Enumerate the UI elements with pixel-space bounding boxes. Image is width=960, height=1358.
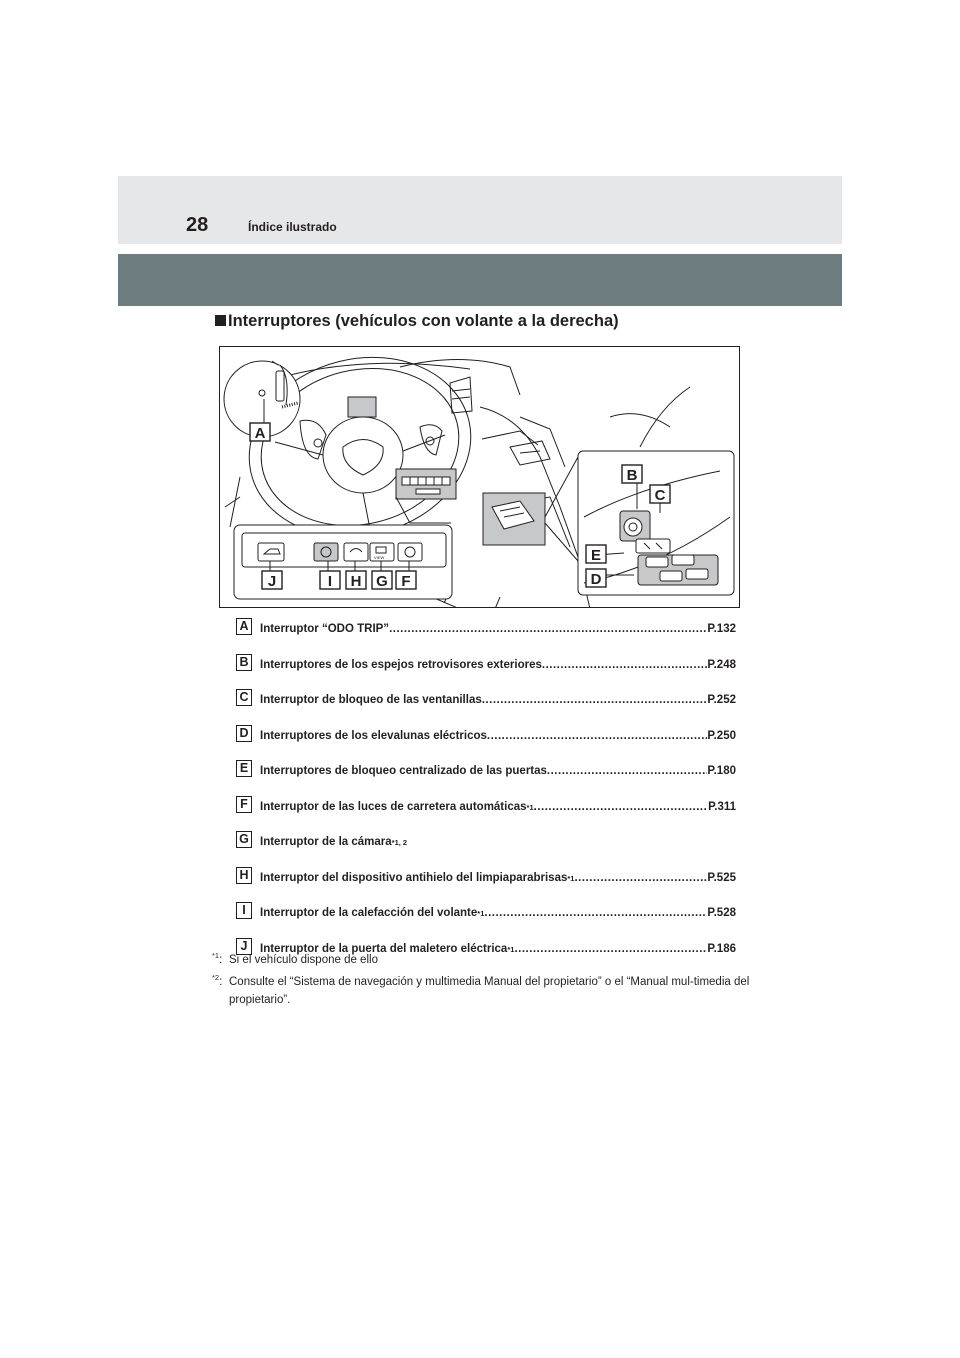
item-page-link[interactable]: P.248 — [707, 658, 736, 671]
footnote-mark: *2 — [212, 972, 220, 982]
svg-text:D: D — [590, 571, 602, 588]
item-page-link[interactable]: P.528 — [707, 907, 736, 919]
list-item: J Interruptor de la puerta del maletero eléctrica *1 ..... P.186 — [236, 938, 736, 974]
item-label: Interruptor del dispositivo antihielo del limpiaparabrisas — [260, 871, 568, 884]
callout-g — [372, 571, 392, 590]
item-label: Interruptor de la calefacción del volante — [260, 907, 478, 919]
footnote-mark: *1 — [212, 951, 220, 960]
item-letter-badge: C — [236, 689, 252, 706]
item-label: Interruptores de los espejos retrovisores exteriores — [260, 658, 542, 671]
item-letter-badge: G — [236, 831, 252, 848]
center-switch-panel — [396, 469, 456, 499]
list-item: G Interruptor de la cámara *1, 2 — [236, 831, 736, 867]
header-bar — [118, 176, 842, 244]
dashboard-illustration — [219, 346, 740, 608]
list-item — [236, 760, 736, 796]
section-heading — [215, 312, 619, 331]
svg-text:B: B — [626, 467, 638, 484]
callout-h — [346, 571, 366, 590]
item-page-link[interactable]: P.180 — [707, 765, 736, 777]
list-item — [236, 654, 736, 690]
section-band — [118, 254, 842, 306]
callout-j — [262, 571, 282, 590]
item-label: Interruptor de la puerta del maletero eléctrica — [260, 942, 508, 955]
item-letter-badge: D — [236, 725, 252, 742]
item-label: Interruptores de bloqueo centralizado de las puertas — [260, 765, 547, 777]
svg-text:J: J — [267, 573, 277, 590]
footnote-text: Si el vehículo dispone de ello — [229, 954, 378, 966]
callout-e — [586, 545, 606, 564]
item-page-link[interactable]: P.311 — [708, 800, 736, 813]
item-label: Interruptor de las luces de carretera automáticas — [260, 800, 527, 813]
list-item — [236, 618, 736, 654]
item-letter-badge: H — [236, 867, 252, 884]
svg-text:G: G — [376, 573, 388, 590]
item-label: Interruptor de la cámara — [260, 836, 392, 848]
callout-f — [396, 571, 416, 590]
header-title: Índice ilustrado — [248, 220, 337, 234]
item-page-link[interactable]: P.525 — [707, 871, 736, 884]
view-label: VIEW — [374, 555, 385, 560]
item-page-link[interactable]: P.252 — [707, 694, 736, 706]
section-heading-text: Interruptores (vehículos con volante a la derecha) — [228, 312, 619, 330]
svg-text:E: E — [590, 547, 602, 564]
list-item: I Interruptor de la calefacción del volante *1 ..... P.528 — [236, 902, 736, 938]
item-letter-badge: J — [236, 938, 252, 955]
item-page-link[interactable]: P.250 — [707, 729, 736, 742]
item-letter-badge: B — [236, 654, 252, 671]
item-page-link[interactable]: P.186 — [707, 942, 736, 955]
svg-text:A: A — [254, 425, 266, 442]
item-letter-badge: A — [236, 618, 252, 635]
footnote-text: Consulte el “Sistema de navegación y multimedia Manual del propietario” o el “Manual mul-timedia del propietario”. — [229, 975, 750, 1006]
instrument-cluster — [348, 397, 376, 417]
list-item: H Interruptor del dispositivo antihielo del limpiaparabrisas *1 ..... P.525 — [236, 867, 736, 903]
callout-b — [622, 465, 642, 484]
svg-text:I: I — [327, 573, 333, 590]
list-item: F Interruptor de las luces de carretera automáticas *1 ..... P.311 — [236, 796, 736, 832]
footnote: $^{*1}$: Si el vehículo dispone de ello — [212, 951, 378, 966]
svg-text:H: H — [350, 573, 362, 590]
page-number: 28 — [186, 214, 209, 236]
item-letter-badge: E — [236, 760, 252, 777]
callout-c — [650, 485, 670, 504]
svg-text:F: F — [401, 573, 411, 590]
svg-text:C: C — [654, 487, 666, 504]
footnote: $^{*2}$: Consulte el “Sistema de navegación y multimedia Manual del propietario” o el “Manual mul-timedia del propietario”. — [212, 972, 750, 1006]
callout-a — [250, 423, 270, 442]
callout-d — [586, 569, 606, 588]
list-item — [236, 689, 736, 725]
list-item — [236, 725, 736, 761]
item-label: Interruptores de los elevalunas eléctricos — [260, 729, 487, 742]
item-label: Interruptor “ODO TRIP” — [260, 623, 390, 635]
item-letter-badge: F — [236, 796, 252, 813]
square-bullet-icon — [215, 315, 226, 326]
footnotes — [212, 952, 752, 1013]
item-letter-badge: I — [236, 902, 252, 919]
switch-index-list — [236, 618, 736, 973]
item-page-link[interactable]: P.132 — [707, 623, 736, 635]
item-label: Interruptor de bloqueo de las ventanillas — [260, 694, 482, 706]
callout-i — [320, 571, 340, 590]
